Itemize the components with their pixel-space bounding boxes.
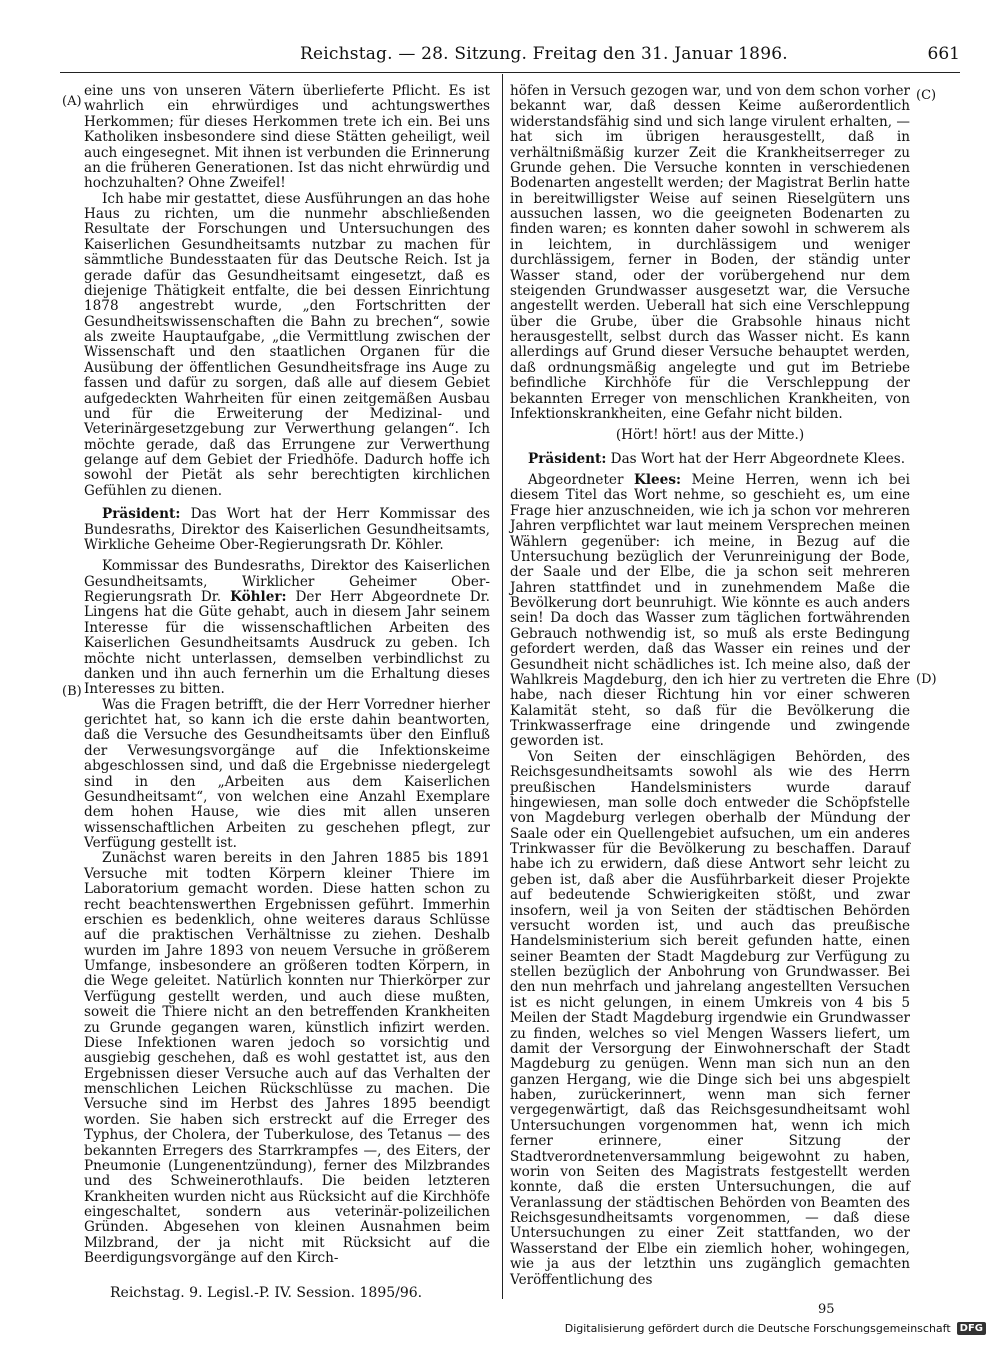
margin-mark-b: (B): [62, 684, 82, 699]
page-number: 661: [927, 44, 960, 64]
margin-mark-d: (D): [916, 672, 937, 687]
page-header: [300, 44, 960, 68]
left-column: [84, 84, 490, 1267]
header-rule: [60, 72, 960, 73]
paragraph: Was die Fragen betrifft, die der Herr Vorredner hierher gerichtet hat, so kann ich die erste dahin beantworten, daß die Versuche des Gesundheitsamts über den Einfluß der Verwesungsvorgänge auf die Infektionskeime abgeschlossen sind, und daß die Ergebnisse niedergelegt sind in den „Arbeiten aus dem Kaiserlichen Gesundheitsamt“, von welchen eine Anzahl Exemplare dem hohen Hause, wie dies mit allen unseren wissenschaftlichen Arbeiten zu geschehen pflegt, zur Verfügung gestellt ist.: [84, 696, 490, 851]
speaker-intro: Abgeordneter: [528, 472, 624, 488]
column-divider: [502, 74, 503, 1299]
interjection: (Hört! hört! aus der Mitte.): [615, 427, 805, 444]
running-title: Reichstag. — 28. Sitzung. Freitag den 31. Januar 1896.: [300, 44, 788, 64]
speaker-paragraph: [510, 452, 910, 467]
speaker-label: Präsident:: [528, 450, 607, 467]
paragraph: Ich habe mir gestattet, diese Ausführungen an das hohe Haus zu richten, um die nunmehr abschließenden Resultate der Forschungen und Untersuchungen des Kaiserlichen Gesundheitsamts nutzbar zu machen für sämmtliche Bundesstaaten für das Deutsche Reich. Ist ja gerade dafür das Gesundheitsamt eingesetzt, daß es diejenige Thätigkeit entfalte, die bei dessen Einrichtung 1878 angestrebt wurde, „den Fortschritten der Gesundheitswissenschaften die Bahn zu brechen“, sowie als zweite Hauptaufgabe, „die Vermittlung zwischen der Wissenschaft und den staatlichen Organen für die Ausübung der öffentlichen Gesundheitsfrage ins Auge zu fassen und dafür zu sorgen, daß alle auf diesem Gebiet aufgedeckten Wahrheiten für einen zeitgemäßen Ausbau und für die Erweiterung der Medizinal- und Veterinärgesetzgebung zur Verwerthung gelangen“. Ich möchte gerade, daß das Errungene zur Verwerthung gelange auf dem Gebiet der Friedhöfe. Dadurch hoffe ich sowohl der Pietät als sehr berechtigten kirchlichen Gefühlen zu dienen.: [84, 190, 490, 499]
signature-mark: 95: [818, 1302, 835, 1317]
credit-text: Digitalisierung gefördert durch die Deutsche Forschungsgemeinschaft: [564, 1322, 951, 1335]
speaker-label: Klees:: [634, 472, 681, 488]
margin-mark-c: (C): [916, 88, 937, 103]
speaker-paragraph: [84, 507, 490, 553]
right-column: [510, 84, 910, 1288]
speaker-label: Präsident:: [102, 506, 181, 523]
digitization-credit: [565, 1322, 986, 1335]
paragraph: Von Seiten der einschlägigen Behörden, des Reichsgesundheitsamts sowohl als wie des Herrn preußischen Handelsministers wurde darauf hingewiesen, man solle doch entweder die Schöpfstelle von Magdeburg verlegen oberhalb der Mündung der Saale oder ein Quellengebiet aufsuchen, um ein anderes Trinkwasser für die Bevölkerung zu beschaffen. Darauf habe ich zu erwidern, daß diese Antwort sehr leicht zu geben ist, daß aber die Ausführbarkeit dieser Projekte auf bedeutende Schwierigkeiten stößt, und zwar insofern, weil ja von Seiten der städtischen Behörden versucht worden ist, und auch das preußische Handelsministerium sich bereit gefunden hatte, einen seiner Beamten der Stadt Magdeburg zur Verfügung zu stellen bezüglich der Anbohrung von Grundwasser. Bei den nun mehrfach und jahrelang angestellten Versuchen ist es nicht gelungen, in einem Umkreis von 4 bis 5 Meilen der Stadt Magdeburg irgendwie ein Grundwasser zu finden, welches so viel Mengen Wassers liefert, um damit der Versorgung der Einwohnerschaft der Stadt Magdeburg zu genügen. Wenn man sich nun an den ganzen Hergang, wie die Dinge sich bei uns abgespielt haben, zurückerinnert, wenn man sich ferner vergegenwärtigt, daß das Reichsgesundheitsamt wohl Untersuchungen vorgenommen hat, wenn ich mich ferner erinnere, einer Sitzung der Stadtverordnetenversammlung beigewohnt zu haben, worin von Seiten des Magistrats festgestellt werden konnte, daß die ersten Untersuchungen, die auf Veranlassung der städtischen Behörden von Beamten des Reichsgesundheitsamts vorgenommen, — daß diese Untersuchungen zu einer Zeit stattfanden, wo der Wasserstand der Elbe ein ziemlich hoher, wohingegen, wie ja aus der letzthin uns zugänglich gemachten Veröffentlichung des: [510, 748, 910, 1288]
speaker-text: Meine Herren, wenn ich bei diesem Titel das Wort nehme, so geschieht es, um eine Frage hier anzuschneiden, wie ich ja schon vor mehreren Jahren verpflichtet war laut meinem Versprechen meinen Wählern gegenüber: ich meine, in Bezug auf die Untersuchung bezüglich der Verunreinigung der Bode, der Saale und der Elbe, die ja schon seit mehreren Jahren stattfindet und in zunehmendem Maße die Bevölkerung dort beunruhigt. Wie könnte es auch anders sein! Da doch das Wasser zum täglichen fortwährenden Gebrauch nothwendig ist, so muß als erste Bedingung gefordert werden, daß das Wasser ein reines und der Gesundheit nicht schädliches ist. Ich meine also, daß der Wahlkreis Magdeburg, den ich hier zu vertreten die Ehre habe, nach dieser Richtung hin vor einer schweren Kalamität steht, so daß für die Bevölkerung die Trinkwasserfrage eine dringende und zwingende geworden ist.: [510, 472, 910, 750]
paragraph: eine uns von unseren Vätern überlieferte Pflicht. Es ist wahrlich ein ehrwürdiges und achtungswerthes Herkommen; für dieses Herkommen trete ich ein. Bei uns Katholiken insbesondere sind diese Stätten geheiligt, weil auch eingesegnet. Mit ihnen ist verbunden die Erinnerung an die früheren Generationen. Ist das nicht ehrwürdig und hochzuhalten? Ohne Zweifel!: [84, 83, 490, 192]
speaker-text: Der Herr Abgeordnete Dr. Lingens hat die Güte gehabt, auch in diesem Jahr seinem Interesse für die wissenschaftlichen Arbeiten des Kaiserlichen Gesundheitsamts Ausdruck zu geben. Ich möchte nicht unterlassen, demselben verbindlichst zu danken und ihn auch fernerhin um die Erhaltung dieses Interesses zu bitten.: [84, 589, 490, 698]
speaker-paragraph: [510, 473, 910, 750]
speaker-paragraph: [84, 559, 490, 697]
paragraph: Zunächst waren bereits in den Jahren 1885 bis 1891 Versuche mit todten Körpern kleiner Thiere im Laboratorium gemacht worden. Diese hatten schon zu recht beachtenswerthen Ergebnissen geführt. Immerhin erschien es bedenklich, ohne weiteres daraus Schlüsse auf die praktischen Verhältnisse zu ziehen. Deshalb wurden im Jahre 1893 von neuem Versuche in größerem Umfange, insbesondere an größeren todten Körpern, in die Wege geleitet. Natürlich konnten nur Thierkörper zur Verfügung gestellt werden, und auch diese mußten, soweit die Thiere nicht an den betreffenden Krankheiten zu Grunde gegangen waren, künstlich infizirt werden. Diese Infektionen waren jedoch so vorsichtig und ausgiebig geschehen, daß es wohl gestattet ist, aus den Ergebnissen dieser Versuche auch auf das Verhalten der menschlichen Leichen Rückschlüsse zu machen. Die Versuche sind im Herbst des Jahres 1895 beendigt worden. Sie haben sich erstreckt auf die Erreger des Typhus, der Cholera, der Tuberkulose, des Tetanus — des bekannten Erregers des Starrkrampfes —, des Eiters, der Pneumonie (Lungenentzündung), ferner des Milzbrandes und des Schweinerothlaufs. Die beiden letzteren Krankheiten wurden nicht aus Rücksicht auf die Kirchhöfe eingeschaltet, sondern aus veterinär-polizeilichen Gründen. Abgesehen von kleinen Ausnahmen beim Milzbrand, der ja nicht mit Rücksicht auf die Beerdigungsvorgänge auf den Kirch-: [84, 850, 490, 1267]
speaker-label: Köhler:: [230, 589, 287, 605]
session-footer: Reichstag. 9. Legisl.-P. IV. Session. 1895/96.: [110, 1285, 423, 1301]
margin-mark-a: (A): [62, 94, 82, 109]
speaker-intro: Kommissar des Bundesraths, Direktor des Kaiserlichen Gesundheitsamts, Wirklicher Geheimer Ober-Regierungsrath Dr.: [84, 558, 490, 605]
dfg-logo-icon: DFG: [957, 1322, 986, 1335]
paragraph: höfen in Versuch gezogen war, und von dem schon vorher bekannt war, daß dessen Keime außerordentlich widerstandsfähig sind und sich lange virulent erhalten, — hat sich im übrigen herausgestellt, daß in verhältnißmäßig kurzer Zeit die Krankheitserreger zu Grunde gehen. Die Versuche konnten in verschiedenen Bodenarten angestellt werden; der Magistrat Berlin hatte in bereitwilligster Weise auf seinen Rieselgütern uns aussuchen lassen, wo die geeigneten Bodenarten zu finden waren; es konnten daher sowohl in schwerem als in leichtem, in durchlässigem und weniger durchlässigem, ferner in Boden, der ständig unter Wasser stand, oder der vorübergehend nur dem steigenden Grundwasser ausgesetzt war, die Versuche angestellt werden. Ueberall hat sich eine Verschleppung über die Grube, über die Grabsohle hinaus nicht herausgestellt, selbst durch das Wasser nicht. Es kann allerdings auf Grund dieser Versuche behauptet werden, daß ordnungsmäßig angelegte und gut im Betriebe befindliche Kirchhöfe für die Verschleppung der bekannten Erreger von menschlichen Krankheiten, von Infektionskrankheiten, eine Gefahr nicht bilden.: [510, 83, 910, 422]
speaker-text: Das Wort hat der Herr Kommissar des Bundesraths, Direktor des Kaiserlichen Gesundheitsamts, Wirkliche Geheime Ober-Regierungsrath Dr. Köhler.: [84, 506, 490, 553]
speaker-text: Das Wort hat der Herr Abgeordnete Klees.: [610, 450, 906, 467]
